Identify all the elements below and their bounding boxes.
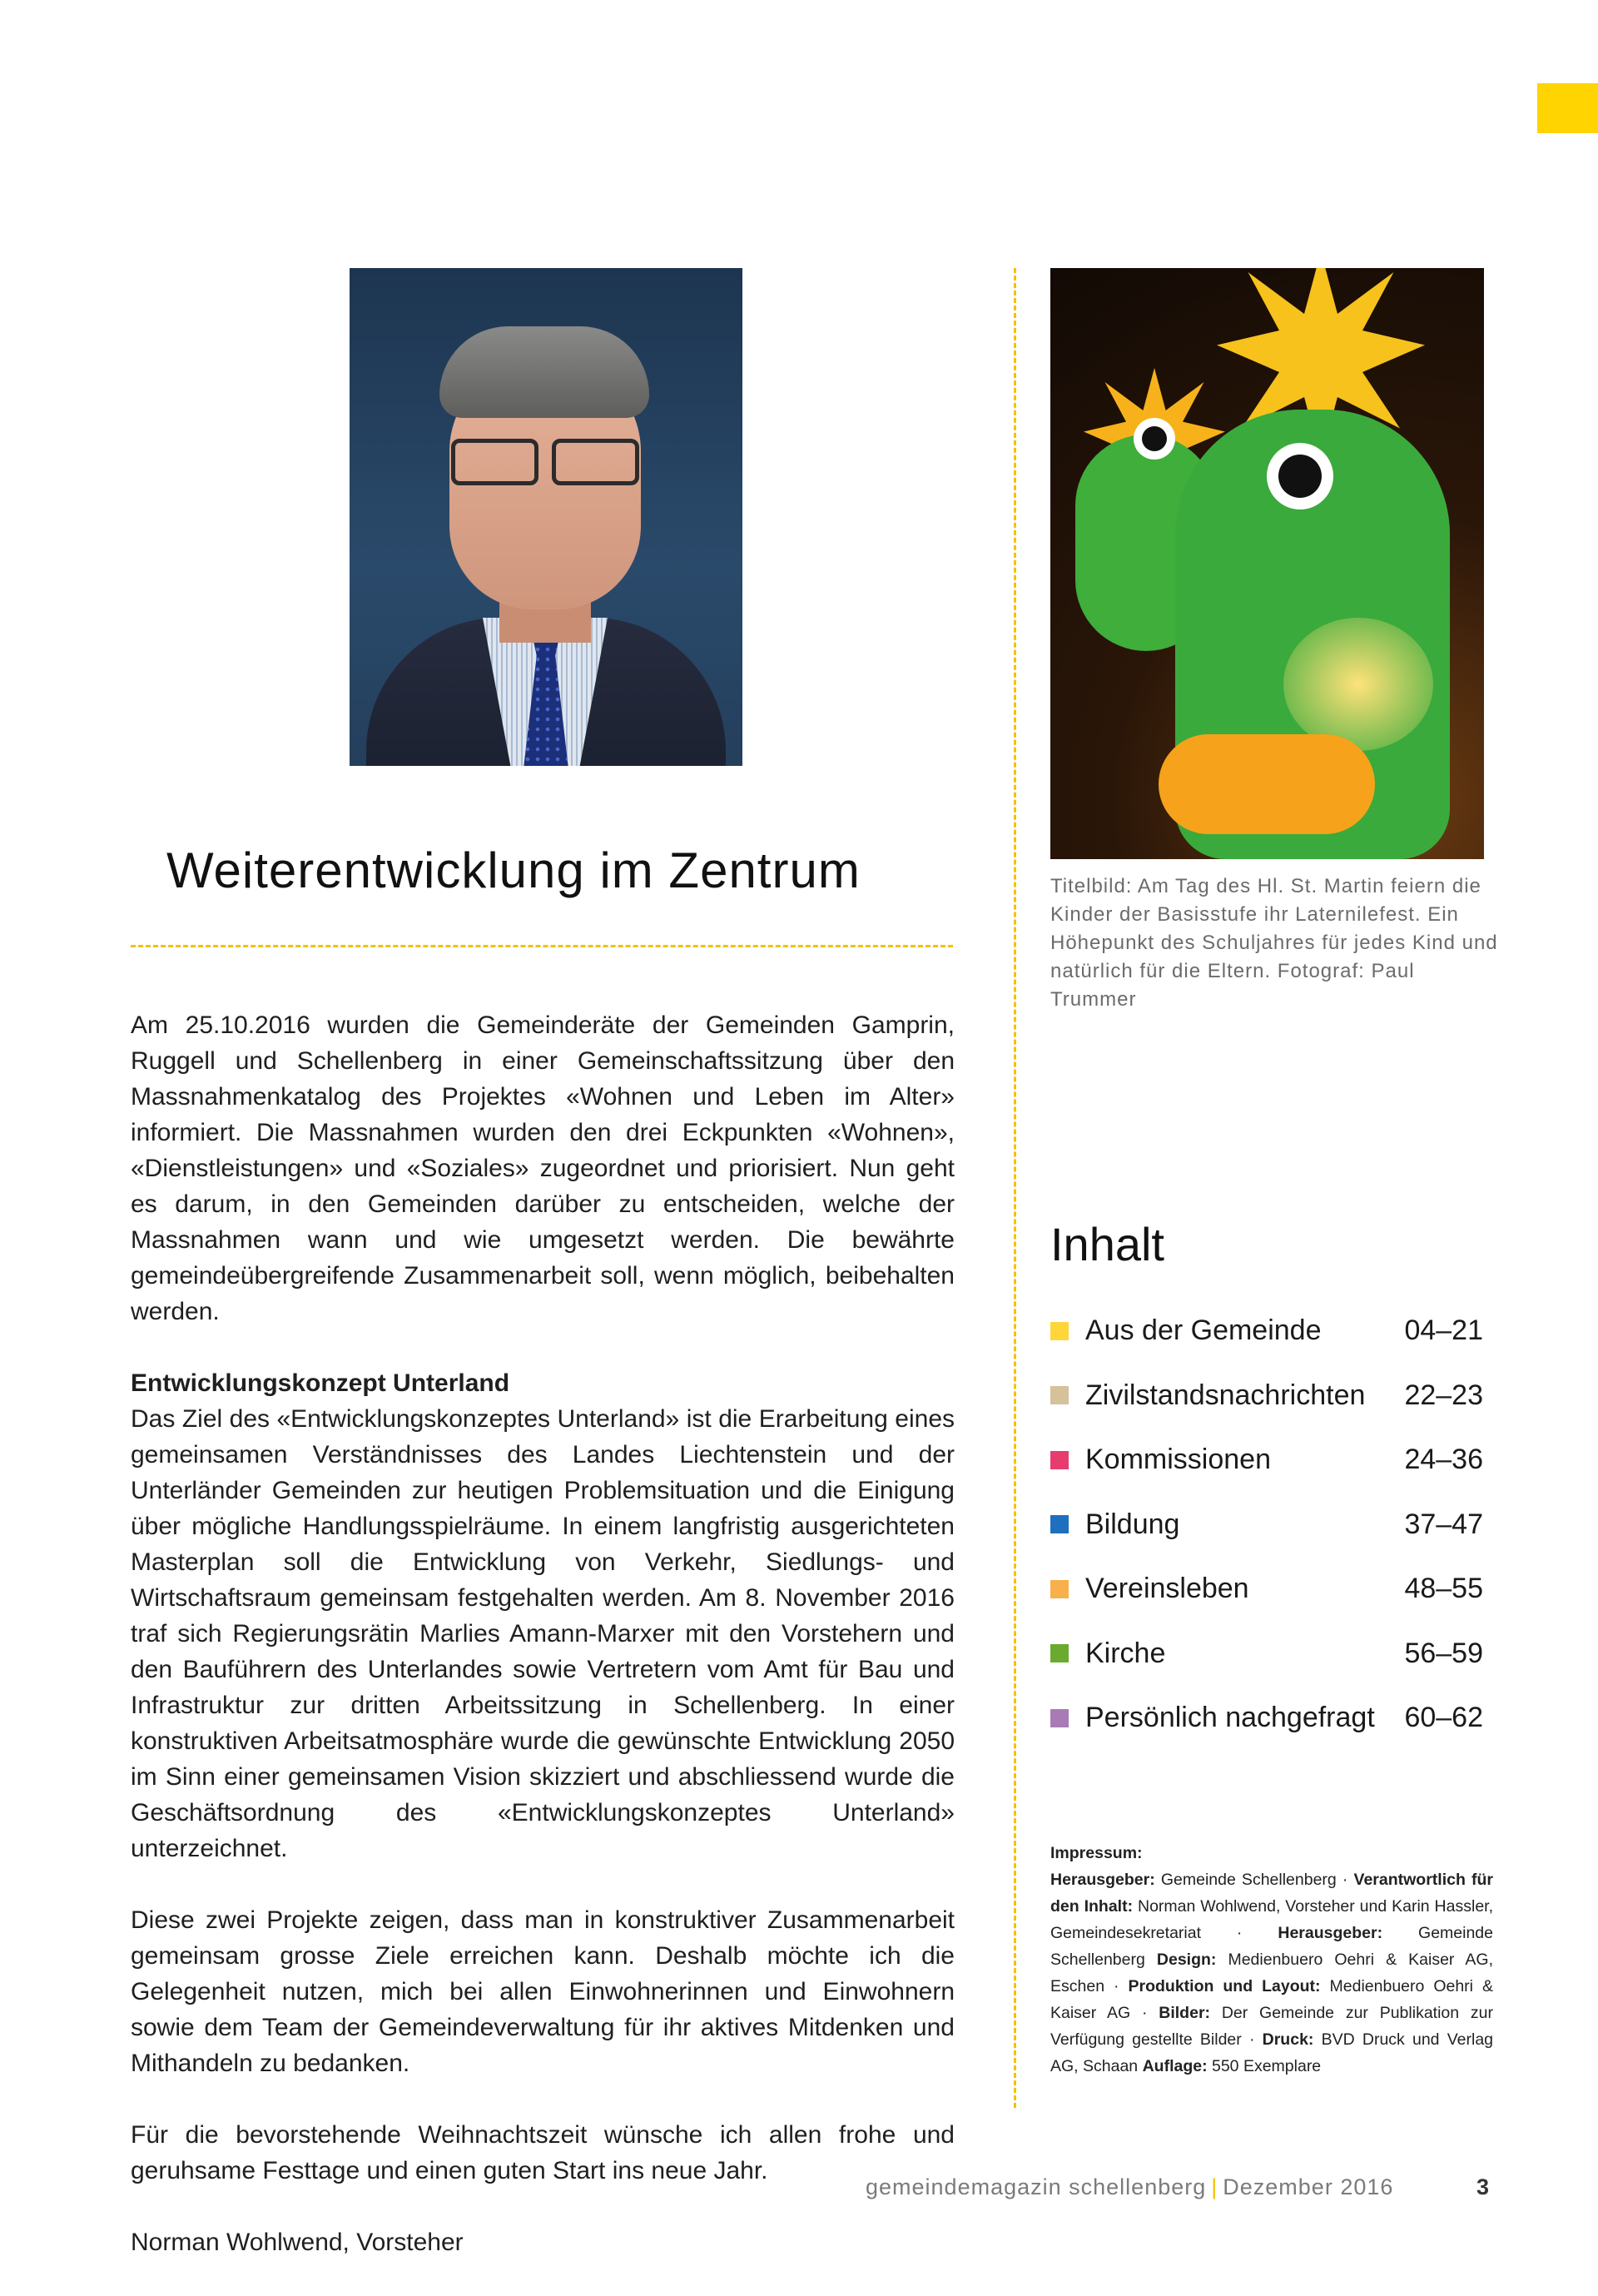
contents-item-pages: 48–55 bbox=[1404, 1573, 1483, 1605]
contents-item-label: Vereinsleben bbox=[1085, 1573, 1249, 1605]
color-square-icon bbox=[1050, 1709, 1069, 1727]
impressum bbox=[1050, 1840, 1493, 2080]
article-subheading: Entwicklungskonzept Unterland bbox=[131, 1369, 510, 1397]
contents-item-pages: 22–23 bbox=[1404, 1379, 1483, 1411]
contents-title: Inhalt bbox=[1050, 1218, 1164, 1270]
color-square-icon bbox=[1050, 1386, 1069, 1404]
footer-separator: | bbox=[1211, 2174, 1218, 2199]
cover-photo bbox=[1050, 268, 1484, 859]
impressum-value: 550 Exemplare bbox=[1207, 2057, 1322, 2075]
contents-item-label: Bildung bbox=[1085, 1508, 1180, 1540]
contents-item[interactable] bbox=[1050, 1686, 1483, 1751]
contents-item-label: Zivilstandsnachrichten bbox=[1085, 1379, 1366, 1411]
color-square-icon bbox=[1050, 1580, 1069, 1598]
contents-item[interactable] bbox=[1050, 1622, 1483, 1687]
article-paragraph: Am 25.10.2016 wurden die Gemeinderäte der Gemeinden Gamprin, Ruggell und Schellenberg in einer Gemeinschaftssitzung über den Massnahmenkatalog des Projektes «Wohnen und Leben im Alter» informiert. Die Massnahmen wurden den drei Eckpunkten «Wohnen», «Dienstleistungen» und «Soziales» zugeordnet und priorisiert. Nun geht es darum, in den Gemeinden darüber zu entscheiden, welche der Massnahmen wann und wie umgesetzt werden. Die bewährte gemeindeübergreifende Zusammenarbeit soll, wenn möglich, beibehalten werden. bbox=[131, 1011, 955, 1325]
impressum-value: BVD Druck und Verlag AG, Schaan bbox=[1050, 2030, 1494, 2075]
impressum-value: Norman Wohlwend, Vorsteher und Karin Hassler, Gemeindesekretariat · bbox=[1050, 1897, 1493, 1942]
color-square-icon bbox=[1050, 1322, 1069, 1340]
impressum-label: Auflage: bbox=[1142, 2057, 1208, 2075]
color-square-icon bbox=[1050, 1515, 1069, 1533]
contents-item-pages: 56–59 bbox=[1404, 1637, 1483, 1669]
yellow-tab-marker bbox=[1537, 83, 1598, 133]
footer-date: Dezember 2016 bbox=[1223, 2174, 1394, 2199]
contents-item[interactable] bbox=[1050, 1364, 1483, 1429]
portrait-photo bbox=[350, 268, 742, 766]
contents-item[interactable] bbox=[1050, 1428, 1483, 1493]
title-divider bbox=[131, 945, 953, 947]
color-square-icon bbox=[1050, 1644, 1069, 1662]
impressum-value: Der Gemeinde zur Publikation zur Verfügung gestellte Bilder · bbox=[1050, 2004, 1493, 2049]
contents-item-label: Persönlich nachgefragt bbox=[1085, 1702, 1375, 1734]
impressum-value: Medienbuero Oehri & Kaiser AG, Eschen · bbox=[1050, 1951, 1493, 1995]
article-paragraph: Für die bevorstehende Weihnachtszeit wünsche ich allen frohe und geruhsame Festtage und einen guten Start ins neue Jahr. bbox=[131, 2121, 955, 2184]
article-paragraph: Das Ziel des «Entwicklungskonzeptes Unterland» ist die Erarbeitung eines gemeinsamen Verständnisses des Landes Liechtenstein und der Unterländer Gemeinden zur heutigen Problemsituation und die Einigung über mögliche Handlungsspielräume. In einem langfristig ausgerichteten Masterplan soll die Entwicklung von Verkehr, Siedlungs- und Wirtschaftsraum gemeinsam festgehalten werden. Am 8. November 2016 traf sich Regierungsrätin Marlies Amann-Marxer mit den Vorstehern und den Bauführern des Unterlandes sowie Vertretern vom Amt für Bau und Infrastruktur zur dritten Arbeitssitzung in Schellenberg. In einer konstruktiven Arbeitsatmosphäre wurde die gewünschte Entwicklung 2050 im Sinn einer gemeinsamen Vision skizziert und abschliessend wurde die Geschäftsordnung des «Entwicklungskonzeptes Unterland» unterzeichnet. bbox=[131, 1405, 955, 1862]
contents-item[interactable] bbox=[1050, 1299, 1483, 1364]
impressum-label: Verantwortlich für den Inhalt: bbox=[1050, 1871, 1494, 1916]
contents-item-label: Kommissionen bbox=[1085, 1444, 1271, 1476]
impressum-label: Bilder: bbox=[1159, 2004, 1211, 2022]
impressum-label: Herausgeber: bbox=[1050, 1871, 1155, 1889]
impressum-heading: Impressum: bbox=[1050, 1844, 1143, 1862]
contents-item-pages: 24–36 bbox=[1404, 1444, 1483, 1476]
impressum-label: Druck: bbox=[1262, 2030, 1314, 2049]
article-signature: Norman Wohlwend, Vorsteher bbox=[131, 2229, 464, 2256]
contents-item-label: Aus der Gemeinde bbox=[1085, 1314, 1322, 1347]
impressum-value: Gemeinde Schellenberg bbox=[1050, 1924, 1493, 1969]
impressum-value: Medienbuero Oehri & Kaiser AG · bbox=[1050, 1977, 1493, 2022]
contents-item-label: Kirche bbox=[1085, 1637, 1166, 1669]
color-square-icon bbox=[1050, 1451, 1069, 1469]
page-number: 3 bbox=[1476, 2174, 1490, 2199]
article-body bbox=[131, 1007, 955, 2296]
contents-item-pages: 60–62 bbox=[1404, 1702, 1483, 1734]
impressum-value: Gemeinde Schellenberg · bbox=[1154, 1871, 1354, 1889]
contents-item[interactable] bbox=[1050, 1493, 1483, 1558]
cover-caption: Titelbild: Am Tag des Hl. St. Martin feiern die Kinder der Basisstufe ihr Laternilefest. Ein Höhepunkt des Schuljahres für jedes Kind und natürlich für die Eltern. Fotograf: Paul Trummer bbox=[1050, 875, 1498, 1011]
contents-list bbox=[1050, 1299, 1483, 1751]
contents-item-pages: 37–47 bbox=[1404, 1508, 1483, 1540]
impressum-label: Produktion und Layout: bbox=[1128, 1977, 1321, 1995]
impressum-label: Herausgeber: bbox=[1278, 1924, 1383, 1942]
column-divider bbox=[1014, 268, 1016, 2108]
impressum-label: Design: bbox=[1156, 1951, 1217, 1969]
article-paragraph: Diese zwei Projekte zeigen, dass man in konstruktiver Zusammenarbeit gemeinsam grosse Ziele erreichen kann. Deshalb möchte ich die Gelegenheit nutzen, mich bei allen Einwohnerinnen und Einwohnern sowie dem Team der Gemeindeverwaltung für ihr aktives Mitdenken und Mithandeln zu bedanken. bbox=[131, 1906, 955, 2077]
contents-item[interactable] bbox=[1050, 1557, 1483, 1622]
contents-item-pages: 04–21 bbox=[1404, 1314, 1483, 1347]
article-title: Weiterentwicklung im Zentrum bbox=[166, 842, 861, 898]
footer-magazine: gemeindemagazin schellenberg bbox=[866, 2174, 1207, 2199]
page-footer bbox=[866, 2174, 1490, 2200]
